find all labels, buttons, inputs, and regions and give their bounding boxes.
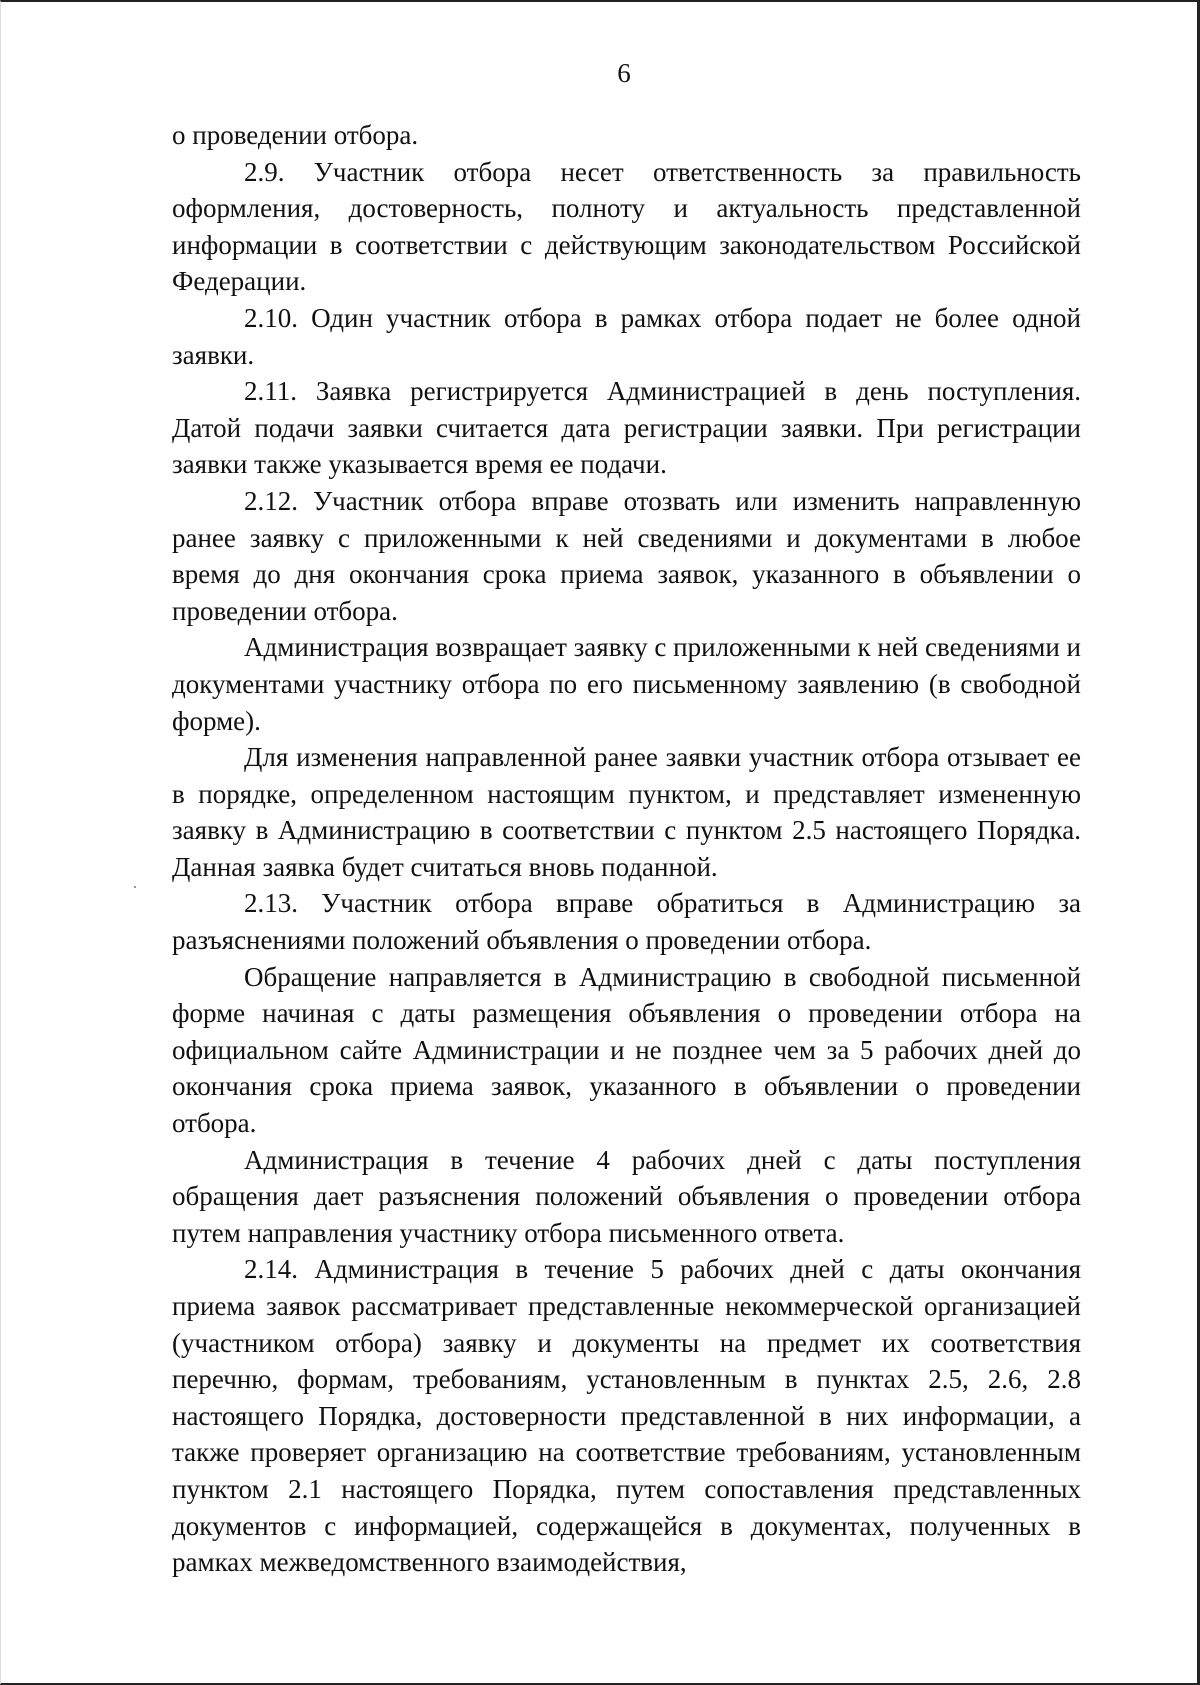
paragraph-2-12-return: Администрация возвращает заявку с приложенными к ней сведениями и документами участнику отбора по его письменному заявлению (в свободной форме). — [172, 632, 1081, 736]
document-body — [172, 117, 1081, 1581]
paragraph-2-9: 2.9. Участник отбора несет ответственность за правильность оформления, достоверность, полноту и актуальность представленной информации в соответствии с действующим законодательством Российской Федерации. — [172, 156, 1081, 297]
paragraph-2-13: 2.13. Участник отбора вправе обратиться в Администрацию за разъяснениями положений объявления о проведении отбора. — [172, 888, 1081, 956]
paragraph-2-14: 2.14. Администрация в течение 5 рабочих дней с даты окончания приема заявок рассматривает представленные некоммерческой организацией (участником отбора) заявку и документы на предмет их соответствия перечню, формам, требованиям, установленным в пунктах 2.5, 2.6, 2.8 настоящего Порядка, достоверности представленной в них информации, а также проверяет организацию на соответствие требованиям, установленным пунктом 2.1 настоящего Порядка, путем сопоставления представленных документов с информацией, содержащейся в документах, полученных в рамках межведомственного взаимодействия, — [172, 1254, 1081, 1578]
page-number: 6 — [617, 58, 631, 88]
paragraph-2-12-change: Для изменения направленной ранее заявки участник отбора отзывает ее в порядке, определенном настоящим пунктом, и представляет измененную заявку в Администрацию в соответствии с пунктом 2.5 настоящего Порядка. Данная заявка будет считаться вновь поданной. — [172, 742, 1081, 882]
paragraph-continuation: о проведении отбора. — [172, 120, 419, 150]
paragraph-2-11: 2.11. Заявка регистрируется Администрацией в день поступления. Датой подачи заявки считается дата регистрации заявки. При регистрации заявки также указывается время ее подачи. — [172, 376, 1081, 480]
paragraph-2-10: 2.10. Один участник отбора в рамках отбора подает не более одной заявки. — [172, 302, 1081, 370]
paragraph-2-12: 2.12. Участник отбора вправе отозвать или изменить направленную ранее заявку с приложенными к ней сведениями и документами в любое время до дня окончания срока приема заявок, указанного в объявлении о проведении отбора. — [172, 485, 1081, 626]
scan-speck — [134, 886, 136, 888]
paragraph-2-13-answer: Администрация в течение 4 рабочих дней с даты поступления обращения дает разъяснения положений объявления о проведении отбора путем направления участнику отбора письменного ответа. — [172, 1144, 1081, 1248]
paragraph-2-13-request: Обращение направляется в Администрацию в свободной письменной форме начиная с даты размещения объявления о проведении отбора на официальном сайте Администрации и не позднее чем за 5 рабочих дней до окончания срока приема заявок, указанного в объявлении о проведении отбора. — [172, 961, 1081, 1139]
